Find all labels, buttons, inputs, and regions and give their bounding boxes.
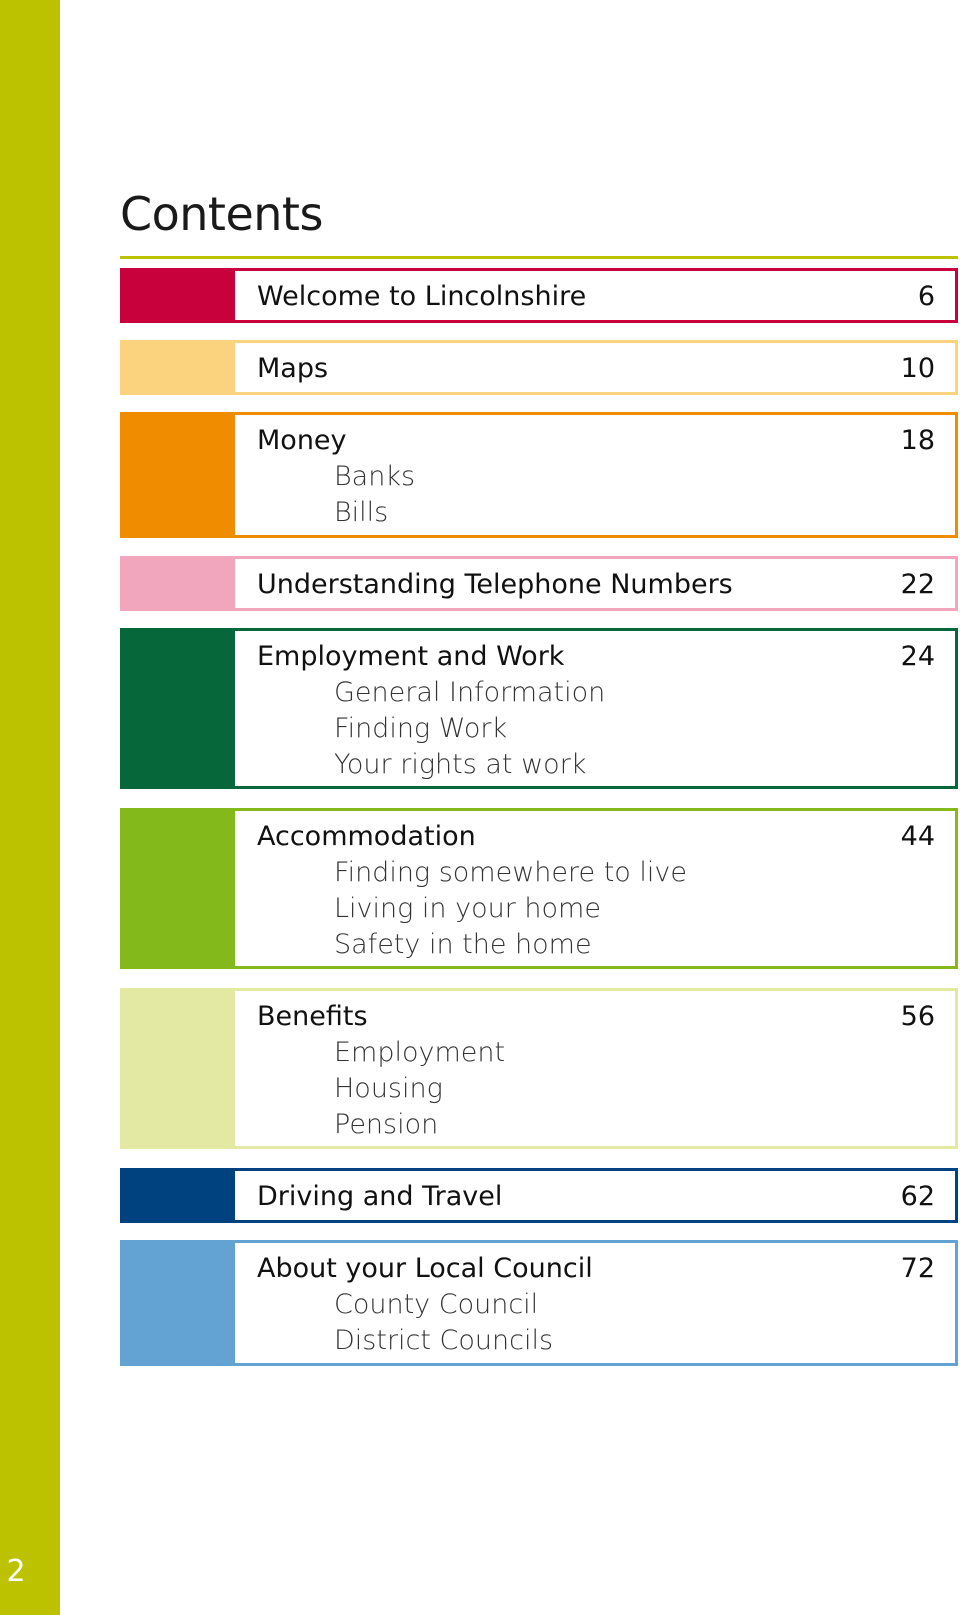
entry-subtopic: Finding Work [334,713,508,744]
entry-subtopic: Banks [334,461,416,492]
entry-title: Understanding Telephone Numbers [257,569,733,600]
entry-page-number: 24 [900,641,935,672]
contents-entry-accommodation[interactable] [120,808,958,969]
contents-entry-maps[interactable] [120,340,958,395]
contents-entry-telephone[interactable] [120,556,958,611]
entry-title: About your Local Council [257,1253,593,1284]
section-color-swatch [123,991,235,1146]
section-color-swatch [123,271,235,320]
entry-subtopic: Living in your home [334,893,601,924]
contents-entry-welcome[interactable] [120,268,958,323]
entry-title: Employment and Work [257,641,565,672]
section-color-swatch [123,343,235,392]
entry-subtopic: Safety in the home [334,929,592,960]
contents-entry-council[interactable] [120,1240,958,1366]
entry-title: Welcome to Lincolnshire [257,281,587,312]
page-title: Contents [120,187,323,241]
entry-subtopic: County Council [334,1289,539,1320]
section-color-swatch [123,559,235,608]
contents-entry-benefits[interactable] [120,988,958,1149]
section-color-swatch [123,1243,235,1363]
entry-title: Money [257,425,347,456]
entry-subtopic: Pension [334,1109,439,1140]
title-divider [120,256,958,259]
side-bar [0,0,60,1615]
page-number: 2 [6,1554,26,1589]
entry-subtopic: District Councils [334,1325,554,1356]
section-color-swatch [123,1171,235,1220]
entry-title: Benefits [257,1001,368,1032]
entry-page-number: 62 [900,1181,935,1212]
contents-entry-driving[interactable] [120,1168,958,1223]
entry-subtopic: Bills [334,497,389,528]
entry-subtopic: Finding somewhere to live [334,857,688,888]
entry-page-number: 22 [900,569,935,600]
entry-title: Accommodation [257,821,476,852]
entry-subtopic: Your rights at work [334,749,587,780]
entry-title: Driving and Travel [257,1181,503,1212]
entry-title: Maps [257,353,329,384]
entry-page-number: 72 [900,1253,935,1284]
entry-page-number: 56 [900,1001,935,1032]
entry-page-number: 6 [917,281,935,312]
entry-subtopic: General Information [334,677,606,708]
entry-page-number: 18 [900,425,935,456]
entry-subtopic: Employment [334,1037,506,1068]
contents-entry-money[interactable] [120,412,958,538]
section-color-swatch [123,811,235,966]
contents-entry-employment[interactable] [120,628,958,789]
entry-subtopic: Housing [334,1073,443,1104]
entry-page-number: 44 [900,821,935,852]
section-color-swatch [123,415,235,535]
section-color-swatch [123,631,235,786]
entry-page-number: 10 [900,353,935,384]
